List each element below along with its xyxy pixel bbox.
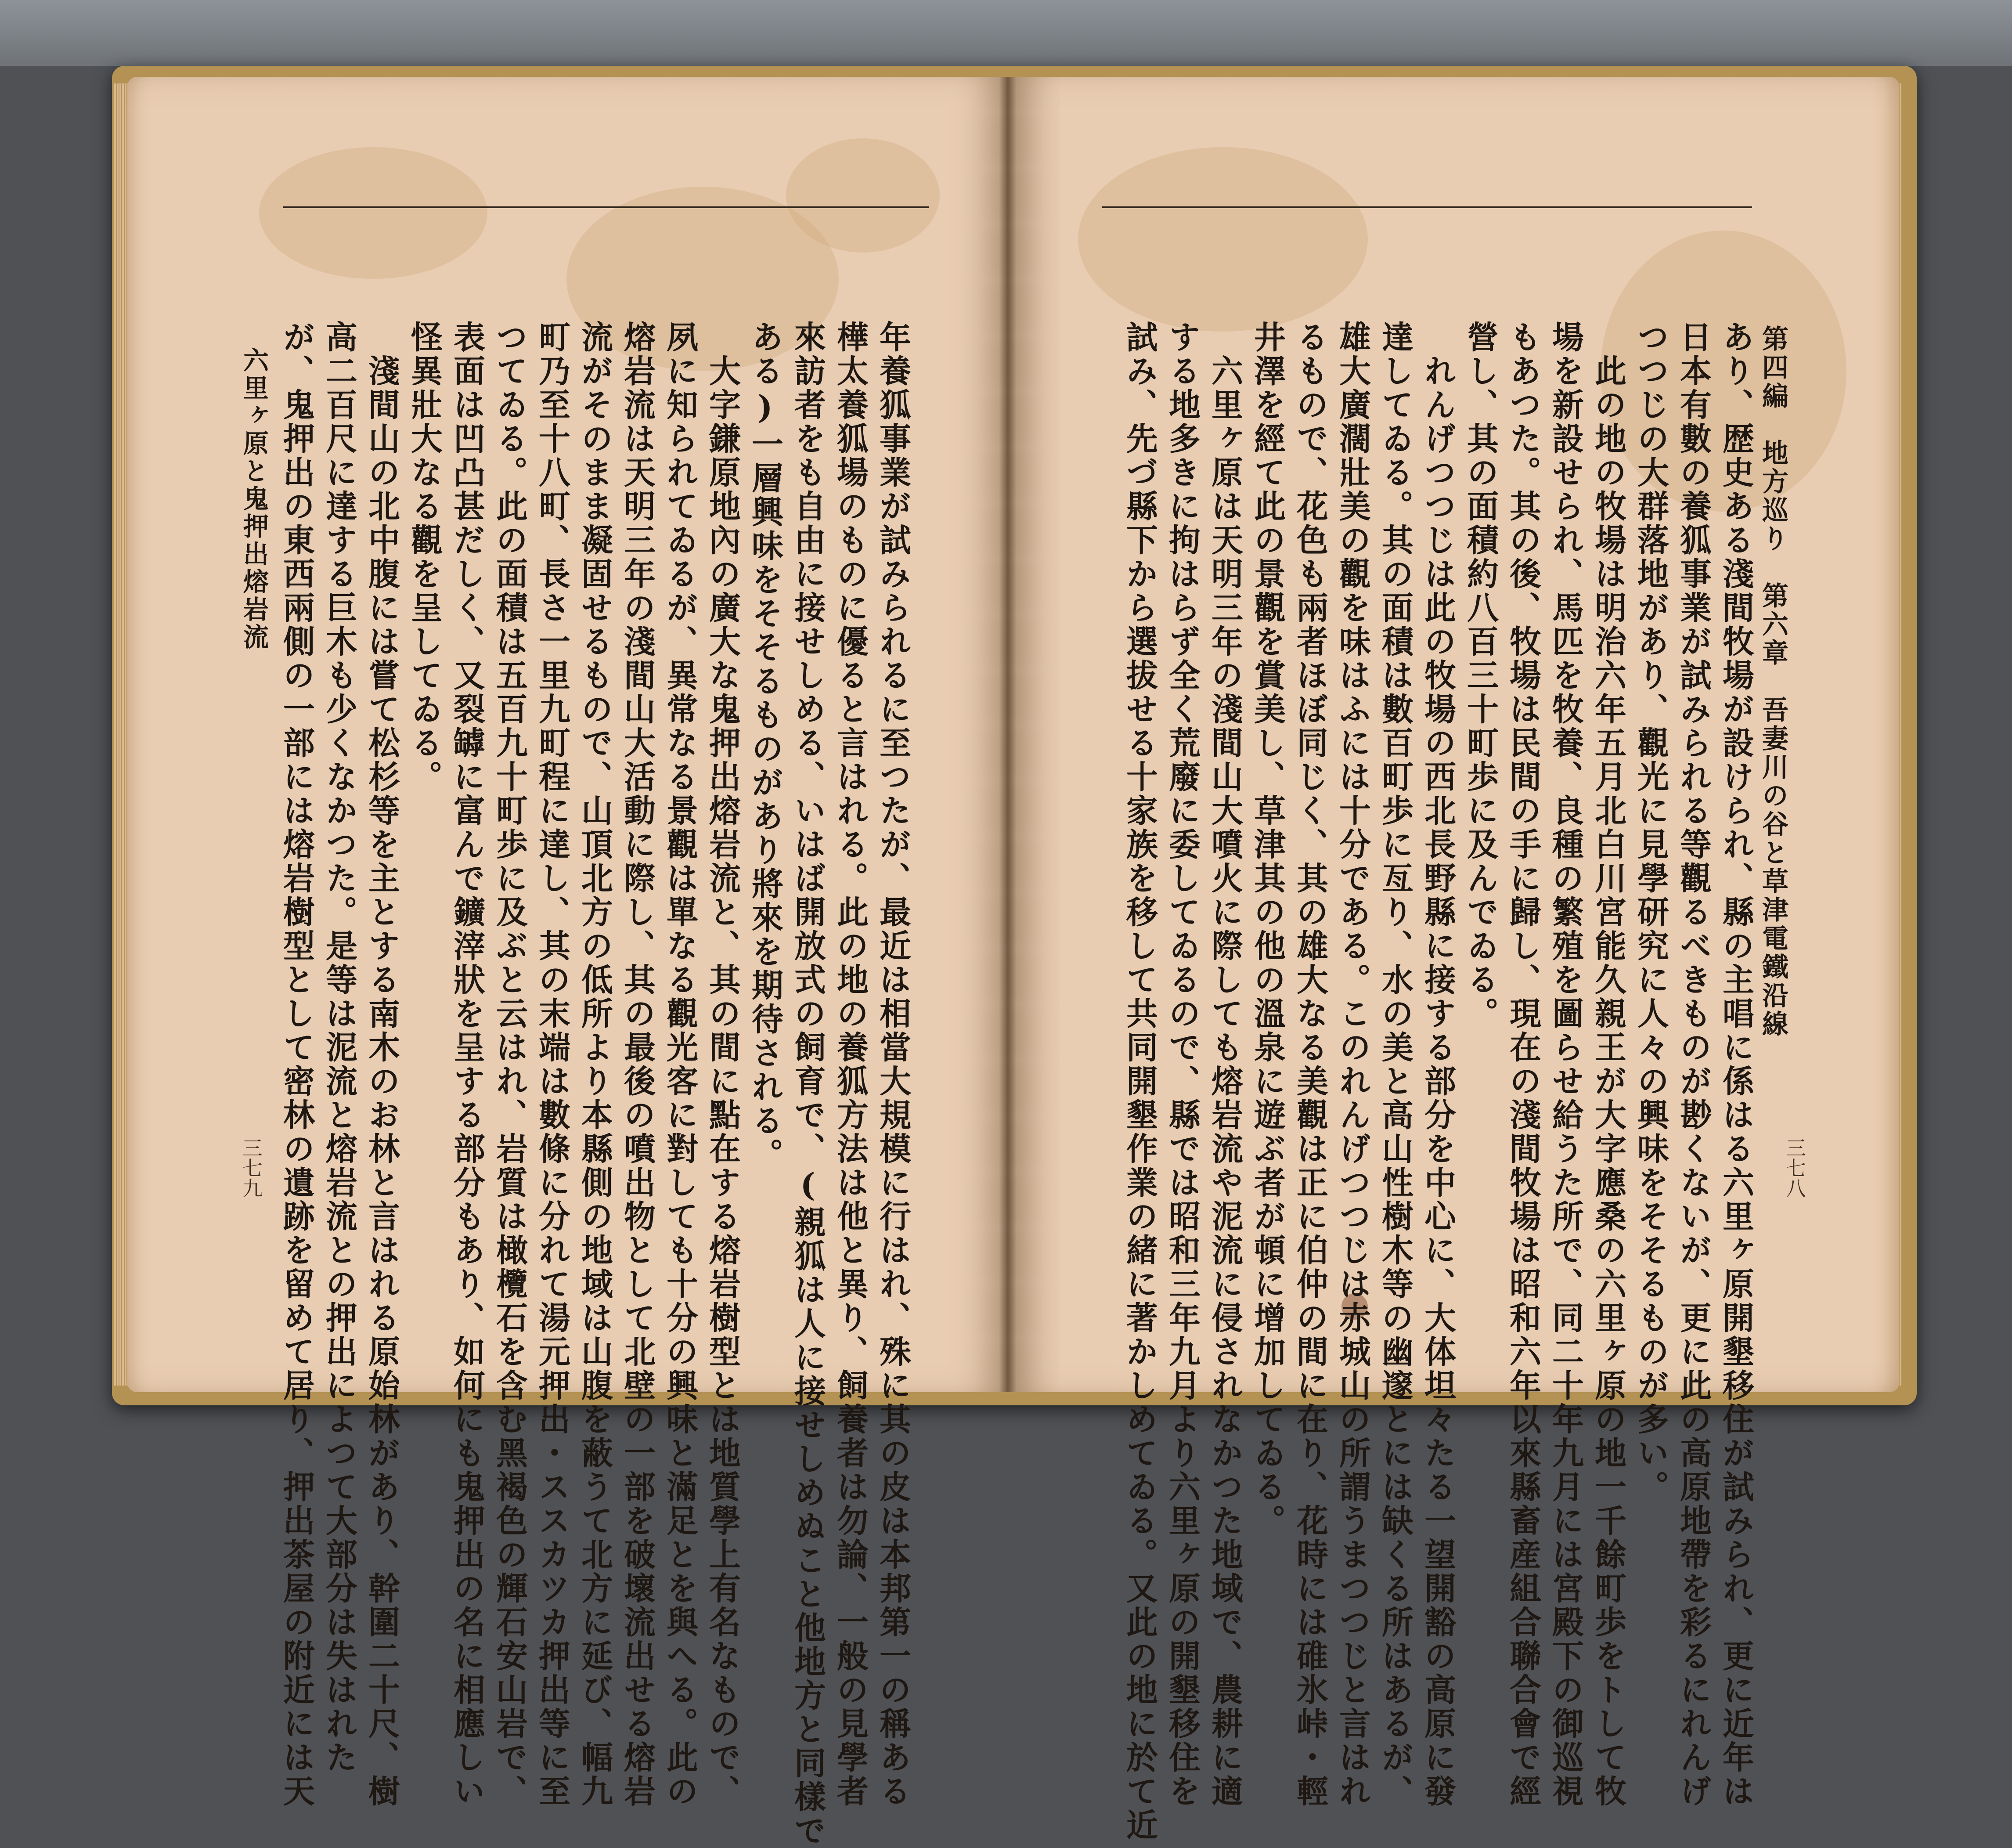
text-column: れんげつつじは此の牧場の西北長野縣に接する部分を中心に、大体坦々たる一望開豁の高原に發	[1419, 321, 1457, 1808]
paper-stain	[259, 147, 487, 279]
page-number-right: 三七八	[1783, 1137, 1806, 1198]
text-column: する地多きに拘はらず全く荒廢に委してゐるので、縣では昭和三年九月より六里ヶ原の開墾移住を	[1164, 321, 1201, 1808]
text-column: 雄大廣濶壯美の觀を味はふには十分である。このれんげつつじは赤城山の所謂うまつつじと言はれ	[1334, 321, 1371, 1808]
paper-stain	[1078, 147, 1368, 332]
text-column: 大字鎌原地內の廣大な鬼押出熔岩流と、其の間に點在する熔岩樹型とは地質學上有名なもので、	[704, 321, 741, 1808]
text-column: 熔岩流は天明三年の淺間山大活動に際し、其の最後の噴出物として北壁の一部を破壞流出せる熔岩	[619, 321, 656, 1808]
text-column: 日本有數の養狐事業が試みられる等觀るべきものが尠くないが、更に此の高原地帶を彩るにれんげ	[1675, 321, 1712, 1808]
text-column: 來訪者をも自由に接せしめる、いはば開放式の飼育で、(親狐は人に接せしめぬこと他地方と同樣で	[789, 321, 826, 1848]
text-column: 達してゐる。其の面積は數百町歩に亙り、水の美と高山性樹木等の幽邃とには缺くる所はあるが、	[1377, 321, 1414, 1808]
text-column: つてゐる。此の面積は五百九十町歩に及ぶと云はれ、岩質は橄欖石を含む黑褐色の輝石安山岩で、	[491, 321, 528, 1808]
paper-stain	[786, 138, 940, 253]
text-column: るもので、花色も兩者ほぼ同じく、其の雄大なる美觀は正に伯仲の間に在り、花時には碓氷峠・輕	[1291, 321, 1329, 1808]
text-column: が、鬼押出の東西兩側の一部には熔岩樹型として密林の遺跡を留めて居り、押出茶屋の附近には天	[278, 321, 315, 1808]
text-column: 營し、其の面積約八百三十町歩に及んでゐる。	[1462, 321, 1499, 1031]
text-column: 年養狐事業が試みられるに至つたが、最近は相當大規模に行はれ、殊に其の皮は本邦第一の稱ある	[874, 321, 912, 1808]
text-column: 樺太養狐場のものに優ると言はれる。此の地の養狐方法は他と異り、飼養者は勿論、一般の見學者	[832, 321, 869, 1808]
text-column: 夙に知られてゐるが、異常なる景觀は單なる觀光客に對しても十分の興味と滿足とを與へる。此の	[661, 321, 699, 1808]
text-column: 六里ヶ原は天明三年の淺間山大噴火に際しても熔岩流や泥流に侵されなかつた地域で、農耕に適	[1206, 321, 1244, 1808]
text-column: 試み、先づ縣下から選拔せる十家族を移して共同開墾作業の緒に著かしめてゐる。又此の地に於て近	[1121, 321, 1158, 1842]
page-number-left: 三七九	[239, 1137, 263, 1198]
text-column: 町乃至十八町、長さ一里九町程に達し、其の末端は數條に分れて湯元押出・ススカツカ押出等に至	[534, 321, 571, 1808]
book-gutter	[999, 77, 1017, 1392]
photo-caption: 六里ヶ原と鬼押出熔岩流	[239, 347, 269, 651]
text-column: 高二百尺に達する巨木も少くなかつた。是等は泥流と熔岩流との押出によつて大部分は失はれた	[321, 321, 358, 1775]
text-column: 表面は凹凸甚だしく、又裂罅に富んで鑛滓狀を呈する部分もあり、如何にも鬼押出の名に相應しい	[448, 321, 486, 1808]
text-column: 此の地の牧場は明治六年五月北白川宮能久親王が大字應桑の六里ヶ原の地一千餘町歩をトして牧	[1590, 321, 1627, 1808]
text-column: つつじの大群落地があり、觀光に見學研究に人々の興味をそそるものが多い。	[1632, 321, 1669, 1504]
running-head: 第四編 地方巡り 第六章 吾妻川の谷と草津電鐵沿線	[1758, 325, 1788, 1039]
text-column: 流がそのまま凝固せるもので、山頂北方の低所より本縣側の地域は山腹を蔽うて北方に延び、幅九	[576, 321, 613, 1808]
scanner-background	[0, 0, 2012, 66]
text-column: 井澤を經て此の景觀を賞美し、草津其の他の溫泉に遊ぶ者が頓に增加してゐる。	[1249, 321, 1286, 1538]
text-column: あり、歴史ある淺間牧場が設けられ、縣の主唱に係はる六里ヶ原開墾移住が試みられ、更に近年は	[1717, 321, 1755, 1808]
text-column: 怪異壯大なる觀を呈してゐる。	[406, 321, 443, 794]
right-header-rule	[1102, 206, 1752, 208]
text-column: 場を新設せられ、馬匹を牧養、良種の繁殖を圖らせ給うた所で、同二十年九月には宮殿下の御巡視	[1547, 321, 1584, 1808]
left-header-rule	[283, 206, 929, 208]
text-column: ある)一層興味をそそるものがあり將來を期待される。	[746, 321, 784, 1172]
text-column: 淺間山の北中腹には嘗て松杉等を主とする南木のお林と言はれる原始林があり、幹圍二十尺、樹	[363, 321, 400, 1808]
text-column: もあつた。其の後、牧場は民間の手に歸し、現在の淺間牧場は昭和六年以來縣畜産組合聯合會で經	[1504, 321, 1542, 1808]
